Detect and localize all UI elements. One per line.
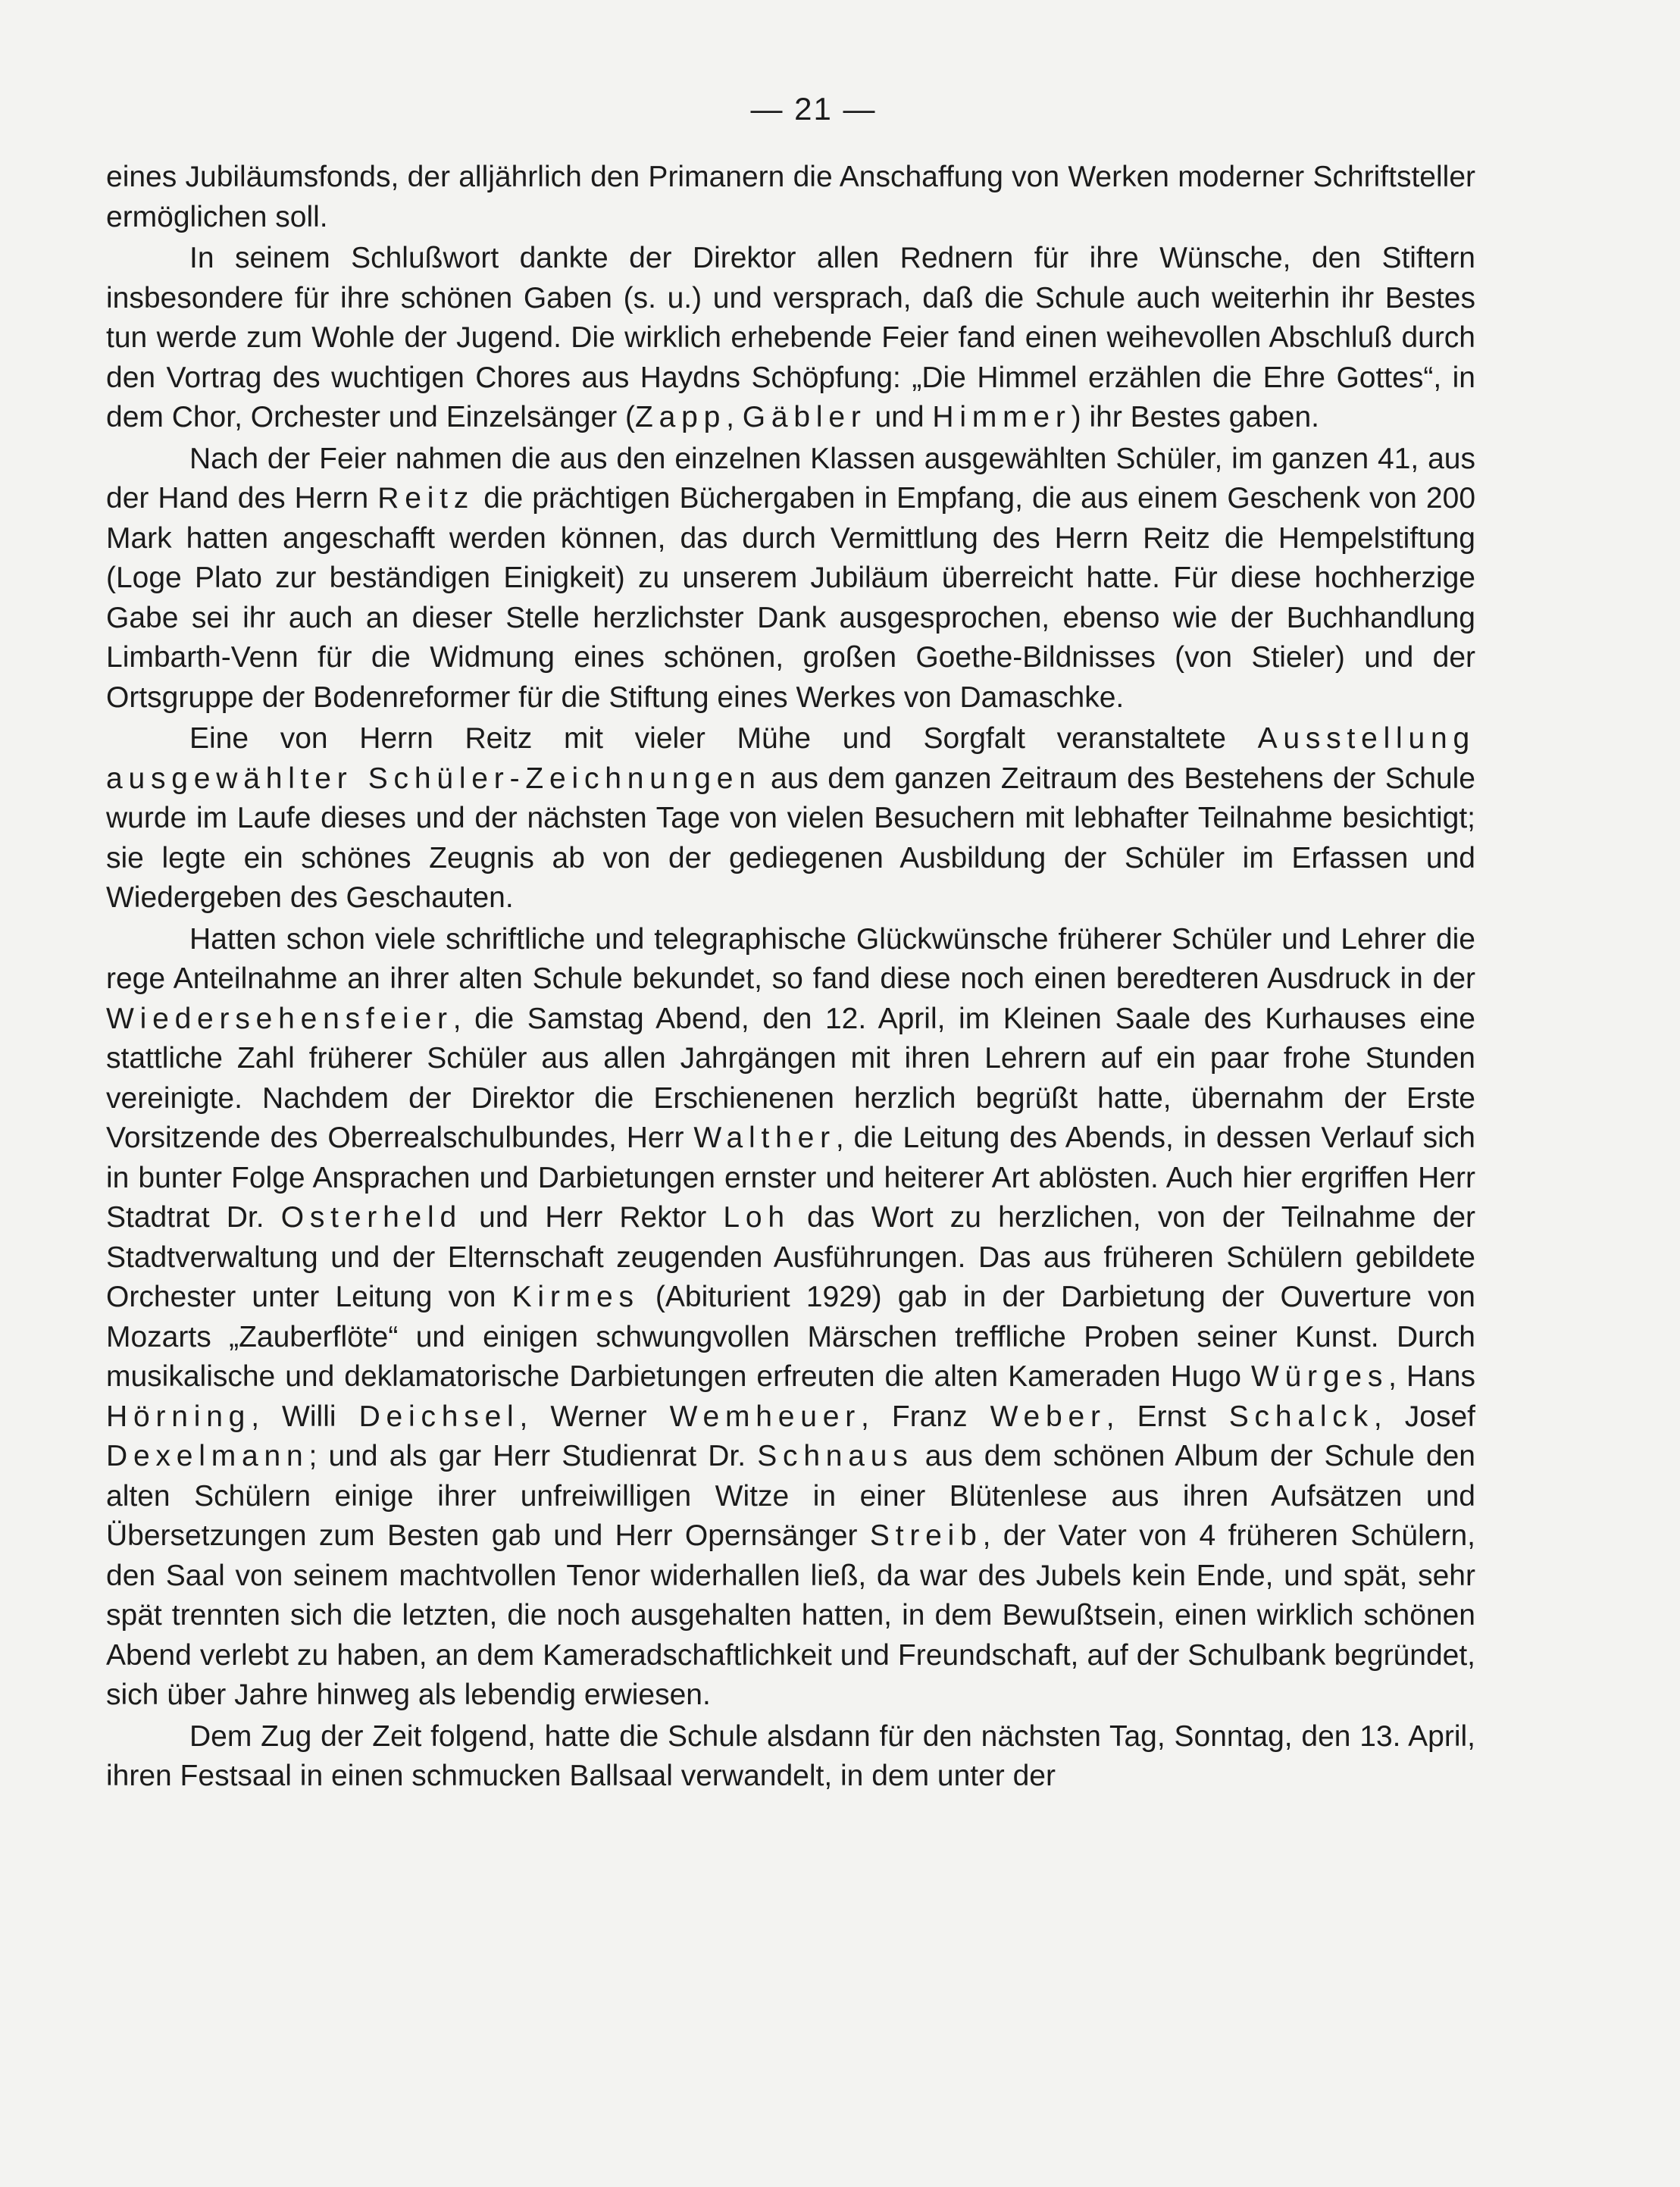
text-run: aus dem ganzen Zeitraum des Bestehens der Schule wurde im Laufe dieses und der nächsten Tage von vielen Besuchern mit lebhafter Teilnahme besichtigt; sie legte ein schönes Zeugnis ab von der gediegenen Ausbildung der Schüler im Erfassen und Wiedergeben des Geschauten. bbox=[106, 762, 1475, 914]
paragraph bbox=[106, 239, 1475, 438]
spaced-emphasis: Hörning bbox=[106, 1400, 252, 1433]
spaced-emphasis: Walther bbox=[693, 1122, 836, 1154]
text-run: Hatten schon viele schriftliche und telegraphische Glückwünsche früherer Schüler und Lehrer die rege Anteilnahme an ihrer alten Schule bekundet, so fand diese noch einen beredteren Ausdruck in der bbox=[106, 922, 1475, 995]
spaced-emphasis: Gäbler bbox=[742, 401, 867, 433]
text-run: , Franz bbox=[861, 1400, 990, 1433]
text-run: aus dem schönen Album der Schule den alten Schülern einige ihrer unfreiwilligen Witze in einer Blütenlese aus ihren Aufsätzen und Übersetzungen zum Besten gab und Herr Opernsänger bbox=[106, 1440, 1475, 1552]
text-run: und Herr Rektor bbox=[462, 1201, 724, 1234]
spaced-emphasis: Würges bbox=[1250, 1360, 1389, 1393]
spaced-emphasis: Schalck bbox=[1228, 1400, 1374, 1433]
page-number: — 21 — bbox=[750, 91, 877, 127]
text-run: , der Vater von 4 früheren Schülern, den Saal von seinem machtvollen Tenor widerhallen ließ, da war des Jubels kein Ende, und spät, sehr spät trennten sich die letzten, die noch ausgehalten hatten, in dem Bewußtsein, einen wirklich schönen Abend verlebt zu haben, an dem Kameradschaftlichkeit und Freundschaft, auf der Schulbank begründet, sich über Jahre hinweg als lebendig erwiesen. bbox=[106, 1519, 1475, 1711]
spaced-emphasis: Himmer bbox=[932, 401, 1072, 433]
spaced-emphasis: Osterheld bbox=[280, 1201, 463, 1234]
text-run: Eine von Herrn Reitz mit vieler Mühe und Sorgfalt veranstaltete bbox=[189, 722, 1258, 755]
text-run: , Josef bbox=[1373, 1400, 1475, 1433]
text-run: ) ihr Bestes gaben. bbox=[1071, 401, 1320, 433]
paragraph bbox=[106, 1717, 1475, 1797]
paragraph bbox=[106, 440, 1475, 718]
spaced-emphasis: Streib bbox=[869, 1519, 983, 1552]
spaced-emphasis: Ausstellung ausgewählter Schüler-Zeichnungen bbox=[106, 722, 1475, 795]
text-run: das Wort zu herzlichen, von der Teilnahme der Stadtverwaltung und der Elternschaft zeugenden Ausführungen. Das aus früheren Schülern gebildete Orchester unter Leitung von bbox=[106, 1201, 1475, 1313]
spaced-emphasis: Dexelmann bbox=[106, 1440, 309, 1472]
spaced-emphasis: Reitz bbox=[377, 482, 475, 515]
text-run: , Ernst bbox=[1106, 1400, 1229, 1433]
text-run: (Abiturient 1929) gab in der Darbietung der Ouverture von Mozarts „Zauberflöte“ und einigen schwungvollen Märschen treffliche Proben seiner Kunst. Durch musikalische und deklamatorische Darbietungen erfreuten die alten Kameraden Hugo bbox=[106, 1281, 1475, 1393]
text-run: In seinem Schlußwort dankte der Direktor allen Rednern für ihre Wünsche, den Stiftern insbesondere für ihre schönen Gaben (s. u.) und versprach, daß die Schule auch weiterhin ihr Bestes tun werde zum Wohle der Jugend. Die wirklich erhebende Feier fand einen weihevollen Abschluß durch den Vortrag des wuchtigen Chores aus Haydns Schöpfung: „Die Himmel erzählen die Ehre Gottes“, in dem Chor, Orchester und Einzelsänger ( bbox=[106, 242, 1475, 433]
text-run: und bbox=[866, 401, 933, 433]
spaced-emphasis: Wiedersehensfeier bbox=[106, 1002, 453, 1035]
spaced-emphasis: Loh bbox=[723, 1201, 790, 1234]
spaced-emphasis: Wemheuer bbox=[669, 1400, 862, 1433]
spaced-emphasis: Kirmes bbox=[512, 1281, 640, 1313]
spaced-emphasis: Zapp bbox=[635, 401, 727, 433]
text-run: ; und als gar Herr Studienrat Dr. bbox=[308, 1440, 758, 1472]
text-run: , Willi bbox=[251, 1400, 359, 1433]
text-run: , die Samstag Abend, den 12. April, im Kleinen Saale des Kurhauses eine stattliche Zahl früherer Schüler aus allen Jahrgängen mit ihren Lehrern auf ein paar frohe Stunden vereinigte. Nachdem der Direktor die Erschienenen herzlich begrüßt hatte, übernahm der Erste Vorsitzende des Oberrealschulbundes, Herr bbox=[106, 1002, 1475, 1154]
text-run: die prächtigen Büchergaben in Empfang, die aus einem Geschenk von 200 Mark hatten angeschafft werden können, das durch Vermittlung des Herrn Reitz die Hempelstiftung (Loge Plato zur beständigen Einigkeit) zu unserem Jubiläum überreicht hatte. Für diese hochherzige Gabe sei ihr auch an dieser Stelle herzlichster Dank ausgesprochen, ebenso wie der Buchhandlung Limbarth-Venn für die Widmung eines schönen, großen Goethe-Bildnisses (von Stieler) und der Ortsgruppe der Bodenreformer für die Stiftung eines Werkes von Damaschke. bbox=[106, 482, 1476, 714]
spaced-emphasis: Schnaus bbox=[757, 1440, 914, 1472]
paragraph bbox=[106, 719, 1475, 918]
body-text bbox=[106, 158, 1475, 1797]
text-run: , bbox=[726, 401, 743, 433]
paragraph bbox=[106, 158, 1475, 237]
text-run: , Werner bbox=[519, 1400, 670, 1433]
text-run: Dem Zug der Zeit folgend, hatte die Schule alsdann für den nächsten Tag, Sonntag, den 13. April, ihren Festsaal in einen schmucken Ballsaal verwandelt, in dem unter der bbox=[106, 1719, 1475, 1792]
spaced-emphasis: Deichsel bbox=[358, 1400, 520, 1433]
text-run: , Hans bbox=[1388, 1360, 1475, 1393]
text-run: eines Jubiläumsfonds, der alljährlich den Primanern die Anschaffung von Werken moderner Schriftsteller ermöglichen soll. bbox=[106, 161, 1475, 233]
paragraph bbox=[106, 920, 1475, 1716]
text-run: , die Leitung des Abends, in dessen Verlauf sich in bunter Folge Ansprachen und Darbietungen ernster und heiterer Art ablösten. Auch hier ergriffen Herr Stadtrat Dr. bbox=[106, 1122, 1475, 1234]
text-run: Nach der Feier nahmen die aus den einzelnen Klassen ausgewählten Schüler, im ganzen 41, aus der Hand des Herrn bbox=[106, 442, 1475, 515]
spaced-emphasis: Weber bbox=[990, 1400, 1106, 1433]
